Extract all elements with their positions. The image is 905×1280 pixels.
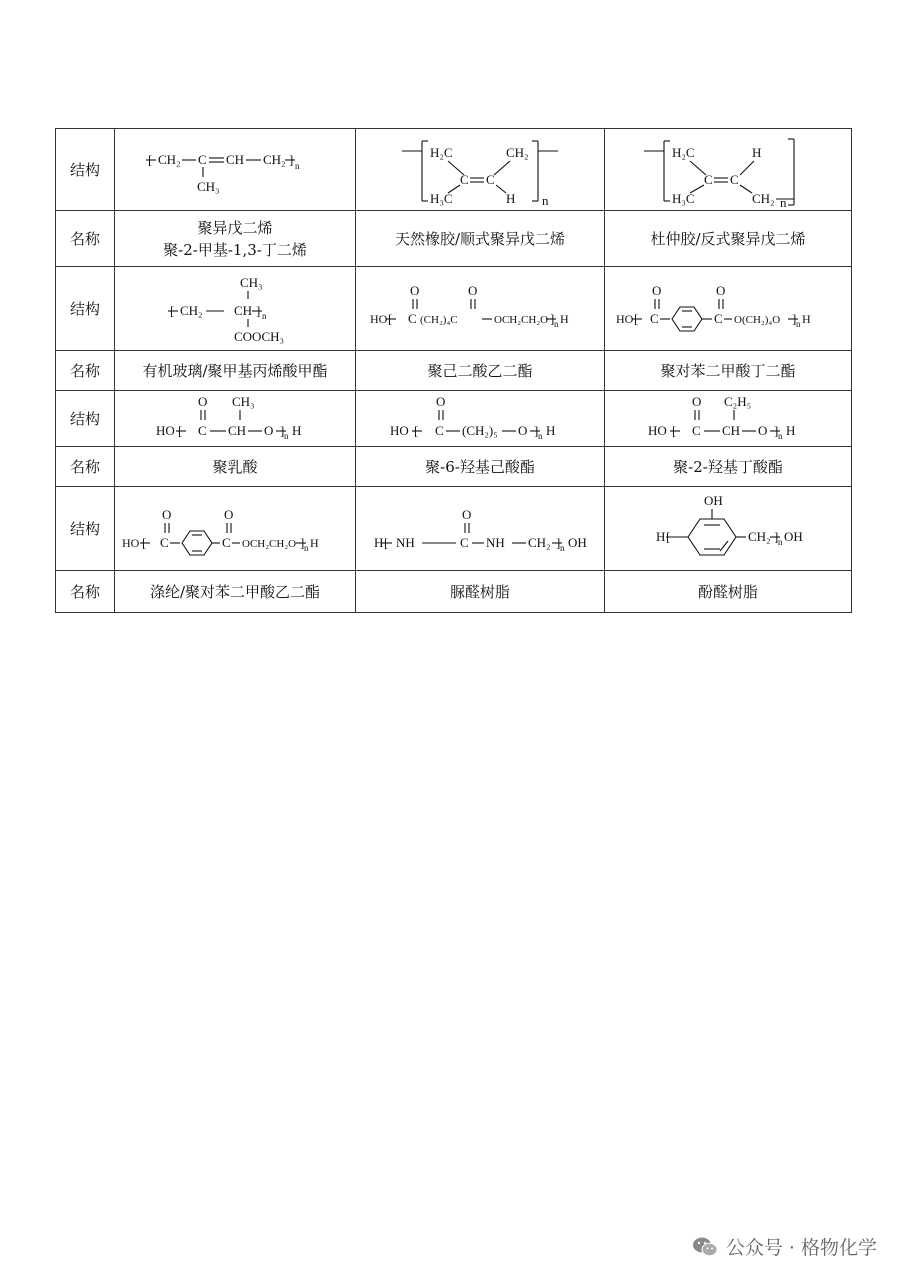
structure-polyethylene-adipate bbox=[356, 267, 605, 351]
svg-text:n: n bbox=[542, 192, 549, 208]
svg-text:O: O bbox=[652, 282, 662, 298]
svg-text:CH₂: CH₂ bbox=[158, 151, 181, 167]
svg-text:H: H bbox=[786, 422, 796, 438]
polymer-table bbox=[55, 128, 852, 613]
name-trans-polyisoprene: 杜仲胶/反式聚异戊二烯 bbox=[605, 211, 852, 267]
svg-text:]: ] bbox=[300, 534, 305, 550]
svg-text:n: n bbox=[284, 430, 289, 441]
svg-text:CH: CH bbox=[226, 151, 245, 167]
svg-text:CH: CH bbox=[228, 422, 247, 438]
svg-text:[: [ bbox=[672, 422, 677, 438]
svg-text:n: n bbox=[796, 318, 801, 329]
svg-text:[: [ bbox=[170, 302, 175, 318]
svg-text:HO: HO bbox=[390, 422, 409, 438]
svg-text:C: C bbox=[692, 422, 701, 438]
svg-text:H₃C: H₃C bbox=[672, 190, 695, 206]
svg-text:H: H bbox=[374, 534, 384, 550]
svg-text:[: [ bbox=[666, 528, 671, 544]
svg-text:H₃C: H₃C bbox=[430, 190, 453, 206]
svg-text:n: n bbox=[554, 318, 559, 329]
name-line-2: 聚-2-甲基-1,3-丁二烯 bbox=[163, 240, 307, 259]
svg-text:H: H bbox=[546, 422, 556, 438]
svg-text:C₂H₅: C₂H₅ bbox=[724, 393, 752, 409]
svg-text:HO: HO bbox=[370, 311, 388, 326]
row-label-name: 名称 bbox=[56, 351, 115, 391]
svg-text:C: C bbox=[222, 534, 231, 550]
svg-text:H: H bbox=[506, 190, 516, 206]
svg-text:[: [ bbox=[384, 534, 389, 550]
name-phb: 聚-2-羟基丁酸酯 bbox=[605, 447, 852, 487]
svg-text:O: O bbox=[462, 506, 472, 522]
svg-text:HO: HO bbox=[156, 422, 175, 438]
svg-text:COOCH₃: COOCH₃ bbox=[234, 328, 285, 344]
svg-text:[: [ bbox=[148, 151, 153, 167]
svg-text:HO: HO bbox=[648, 422, 667, 438]
svg-text:n: n bbox=[560, 542, 565, 553]
watermark-footer bbox=[692, 1233, 877, 1260]
svg-text:n: n bbox=[778, 536, 783, 547]
structure-phb bbox=[605, 391, 852, 447]
svg-text:C: C bbox=[198, 422, 207, 438]
name-row-3 bbox=[56, 447, 852, 487]
structure-row-1 bbox=[56, 129, 852, 211]
svg-text:[: [ bbox=[414, 422, 419, 438]
name-polyethylene-adipate: 聚己二酸乙二酯 bbox=[356, 351, 605, 391]
svg-text:H: H bbox=[292, 422, 302, 438]
structure-pla bbox=[115, 391, 356, 447]
structure-phenol-formaldehyde bbox=[605, 487, 852, 571]
svg-text:O: O bbox=[758, 422, 768, 438]
name-pet: 涤纶/聚对苯二甲酸乙二酯 bbox=[115, 571, 356, 613]
svg-text:OCH₂CH₂O: OCH₂CH₂O bbox=[242, 537, 297, 550]
svg-text:n: n bbox=[304, 542, 309, 553]
name-pla: 聚乳酸 bbox=[115, 447, 356, 487]
name-pcl: 聚-6-羟基己酸酯 bbox=[356, 447, 605, 487]
row-label-structure: 结构 bbox=[56, 129, 115, 211]
svg-text:O: O bbox=[162, 506, 172, 522]
svg-text:CH₂: CH₂ bbox=[263, 151, 286, 167]
svg-text:O: O bbox=[198, 393, 208, 409]
svg-text:CH: CH bbox=[722, 422, 741, 438]
svg-text:OH: OH bbox=[784, 528, 803, 544]
svg-text:HO: HO bbox=[122, 535, 140, 550]
svg-text:CH₂: CH₂ bbox=[748, 528, 771, 544]
svg-text:]: ] bbox=[534, 422, 539, 438]
svg-text:O: O bbox=[716, 282, 726, 298]
svg-text:C: C bbox=[704, 171, 713, 187]
structure-pmma bbox=[115, 267, 356, 351]
svg-text:CH₂: CH₂ bbox=[506, 144, 529, 160]
svg-text:H: H bbox=[752, 144, 762, 160]
svg-text:C: C bbox=[160, 534, 169, 550]
row-label-name: 名称 bbox=[56, 571, 115, 613]
svg-text:O: O bbox=[264, 422, 274, 438]
svg-text:n: n bbox=[780, 194, 787, 209]
svg-text:CH₂: CH₂ bbox=[528, 534, 551, 550]
name-cis-polyisoprene: 天然橡胶/顺式聚异戊二烯 bbox=[356, 211, 605, 267]
svg-text:C: C bbox=[460, 534, 469, 550]
name-pmma: 有机玻璃/聚甲基丙烯酸甲酯 bbox=[115, 351, 356, 391]
svg-text:O(CH₂)₄O: O(CH₂)₄O bbox=[734, 313, 781, 326]
svg-text:]: ] bbox=[550, 310, 555, 326]
structure-polyisoprene bbox=[115, 129, 356, 211]
svg-text:CH₂: CH₂ bbox=[752, 190, 775, 206]
structure-urea-formaldehyde bbox=[356, 487, 605, 571]
row-label-structure: 结构 bbox=[56, 487, 115, 571]
svg-text:]: ] bbox=[289, 151, 294, 167]
svg-text:[: [ bbox=[388, 310, 393, 326]
svg-text:H₂C: H₂C bbox=[672, 144, 695, 160]
svg-text:CH₃: CH₃ bbox=[232, 393, 255, 409]
svg-text:(CH₂)₅: (CH₂)₅ bbox=[462, 422, 498, 438]
name-urea-formaldehyde: 脲醛树脂 bbox=[356, 571, 605, 613]
svg-text:n: n bbox=[295, 160, 300, 171]
svg-text:OCH₂CH₂O: OCH₂CH₂O bbox=[494, 313, 549, 326]
svg-text:n: n bbox=[262, 310, 267, 321]
wechat-icon bbox=[692, 1236, 718, 1258]
svg-text:n: n bbox=[538, 430, 543, 441]
svg-text:C: C bbox=[435, 422, 444, 438]
svg-text:[: [ bbox=[178, 422, 183, 438]
name-row-4 bbox=[56, 571, 852, 613]
name-line-1: 聚异戊二烯 bbox=[197, 218, 273, 237]
structure-pbt bbox=[605, 267, 852, 351]
name-polyisoprene bbox=[115, 211, 356, 267]
name-row-2 bbox=[56, 351, 852, 391]
svg-text:C: C bbox=[730, 171, 739, 187]
svg-text:]: ] bbox=[256, 302, 261, 318]
svg-text:(CH₂)₄C: (CH₂)₄C bbox=[420, 313, 458, 326]
svg-text:NH: NH bbox=[486, 534, 505, 550]
svg-text:]: ] bbox=[556, 534, 561, 550]
row-label-name: 名称 bbox=[56, 211, 115, 267]
svg-text:]: ] bbox=[774, 528, 779, 544]
svg-text:]: ] bbox=[792, 310, 797, 326]
svg-text:C: C bbox=[714, 310, 723, 326]
svg-text:O: O bbox=[410, 282, 420, 298]
svg-text:[: [ bbox=[634, 310, 639, 326]
svg-text:HO: HO bbox=[616, 311, 634, 326]
svg-text:O: O bbox=[468, 282, 478, 298]
svg-text:H: H bbox=[802, 311, 811, 326]
row-label-name: 名称 bbox=[56, 447, 115, 487]
svg-text:C: C bbox=[650, 310, 659, 326]
svg-text:[: [ bbox=[142, 534, 147, 550]
row-label-structure: 结构 bbox=[56, 391, 115, 447]
svg-text:CH₃: CH₃ bbox=[240, 274, 263, 290]
svg-text:H: H bbox=[656, 528, 666, 544]
structure-cis-polyisoprene bbox=[356, 129, 605, 211]
svg-text:n: n bbox=[778, 430, 783, 441]
svg-text:C: C bbox=[460, 171, 469, 187]
structure-row-2 bbox=[56, 267, 852, 351]
svg-text:C: C bbox=[486, 171, 495, 187]
svg-text:C: C bbox=[408, 310, 417, 326]
svg-text:O: O bbox=[518, 422, 528, 438]
name-pbt: 聚对苯二甲酸丁二酯 bbox=[605, 351, 852, 391]
row-label-structure: 结构 bbox=[56, 267, 115, 351]
structure-pet bbox=[115, 487, 356, 571]
svg-text:CH₃: CH₃ bbox=[197, 178, 220, 194]
svg-text:O: O bbox=[224, 506, 234, 522]
structure-row-3 bbox=[56, 391, 852, 447]
svg-text:H₂C: H₂C bbox=[430, 144, 453, 160]
svg-text:O: O bbox=[436, 393, 446, 409]
name-phenol-formaldehyde: 酚醛树脂 bbox=[605, 571, 852, 613]
svg-text:H: H bbox=[310, 535, 319, 550]
structure-trans-polyisoprene bbox=[605, 129, 852, 211]
svg-text:OH: OH bbox=[704, 492, 723, 508]
svg-text:O: O bbox=[692, 393, 702, 409]
svg-text:H: H bbox=[560, 311, 569, 326]
svg-text:CH: CH bbox=[234, 302, 253, 318]
svg-text:CH₂: CH₂ bbox=[180, 302, 203, 318]
svg-text:]: ] bbox=[774, 422, 779, 438]
footer-text: 公众号 · 格物化学 bbox=[725, 1237, 877, 1259]
svg-text:C: C bbox=[198, 151, 207, 167]
structure-pcl bbox=[356, 391, 605, 447]
structure-row-4 bbox=[56, 487, 852, 571]
name-row-1 bbox=[56, 211, 852, 267]
svg-text:]: ] bbox=[280, 422, 285, 438]
svg-text:OH: OH bbox=[568, 534, 587, 550]
svg-text:NH: NH bbox=[396, 534, 415, 550]
